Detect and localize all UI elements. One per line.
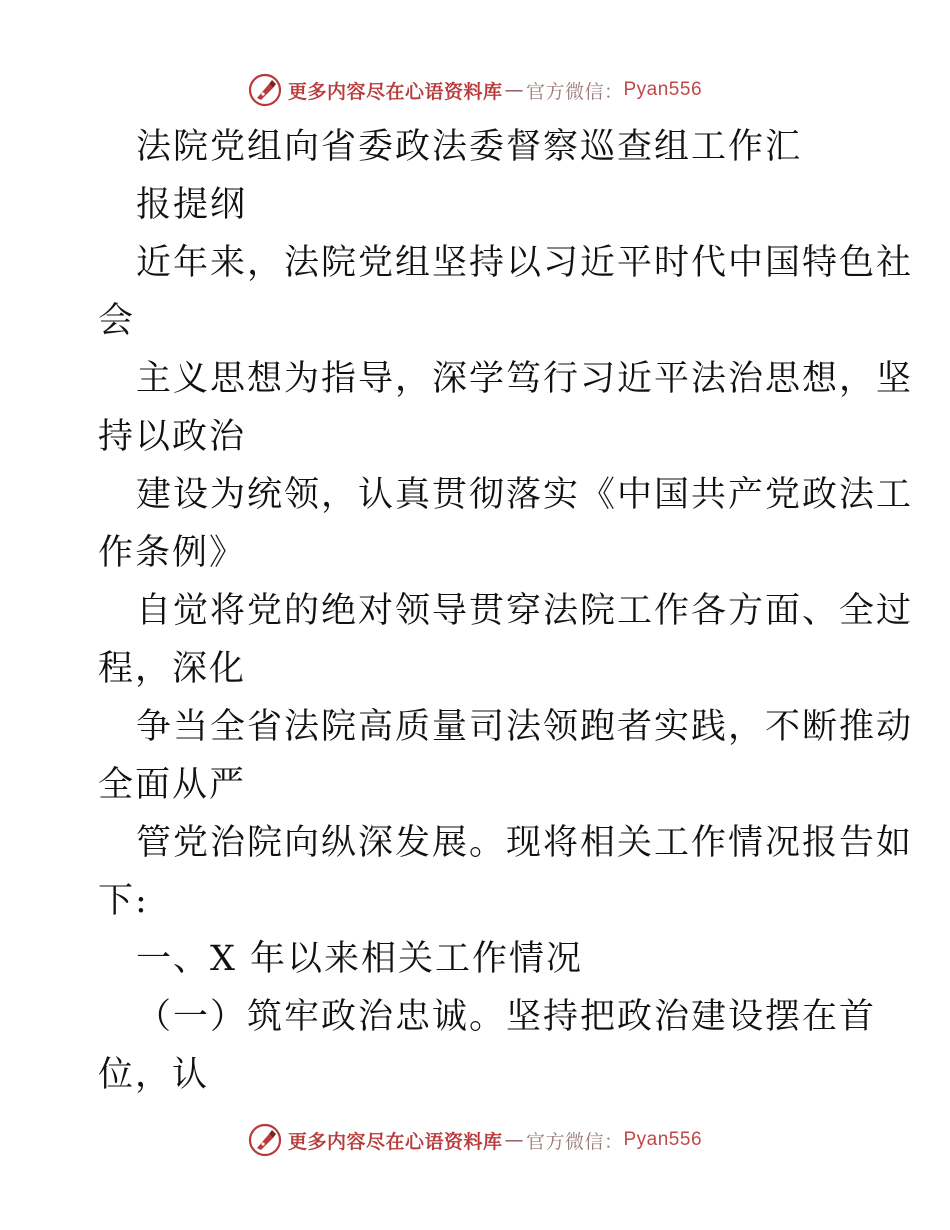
pen-nib-logo-icon: [248, 73, 282, 107]
pen-nib-logo-icon: [248, 1123, 282, 1157]
watermark-footer: [0, 1118, 950, 1162]
document-line: 报提纲: [136, 185, 248, 225]
watermark-separator: —: [504, 1129, 524, 1151]
watermark-contact-label: 官方微信：: [525, 1130, 624, 1153]
watermark-contact-id: Pyan556: [623, 79, 703, 100]
watermark-header: [0, 68, 950, 112]
watermark-brand: 更多内容尽在心语资料库: [287, 80, 503, 103]
document-line: 持以政治: [98, 417, 247, 457]
document-line: 建设为统领，认真贯彻落实《中国共产党政法工: [136, 475, 914, 515]
document-body: [98, 118, 914, 1104]
watermark-contact-id: Pyan556: [623, 1129, 703, 1150]
document-line: 法院党组向省委政法委督察巡查组工作汇: [136, 127, 803, 167]
document-line: 下:: [98, 881, 149, 921]
document-line: （一）筑牢政治忠诚。坚持把政治建设摆在首: [136, 997, 877, 1037]
document-line: 争当全省法院高质量司法领跑者实践，不断推动: [136, 707, 914, 747]
document-line: 全面从严: [98, 765, 247, 805]
document-line: 位，认: [98, 1055, 210, 1095]
watermark-separator: —: [504, 79, 524, 101]
watermark-brand: 更多内容尽在心语资料库: [287, 1130, 503, 1153]
document-line: 管党治院向纵深发展。现将相关工作情况报告如: [136, 823, 914, 863]
document-line: 近年来，法院党组坚持以习近平时代中国特色社: [136, 243, 914, 283]
document-line: 程，深化: [98, 649, 247, 689]
document-line: 会: [98, 301, 136, 341]
document-line: 一、X 年以来相关工作情况: [136, 939, 584, 979]
document-line: 自觉将党的绝对领导贯穿法院工作各方面、全过: [136, 591, 914, 631]
document-line: 作条例》: [98, 533, 247, 573]
watermark-contact-label: 官方微信：: [525, 80, 624, 103]
document-line: 主义思想为指导，深学笃行习近平法治思想，坚: [136, 359, 914, 399]
